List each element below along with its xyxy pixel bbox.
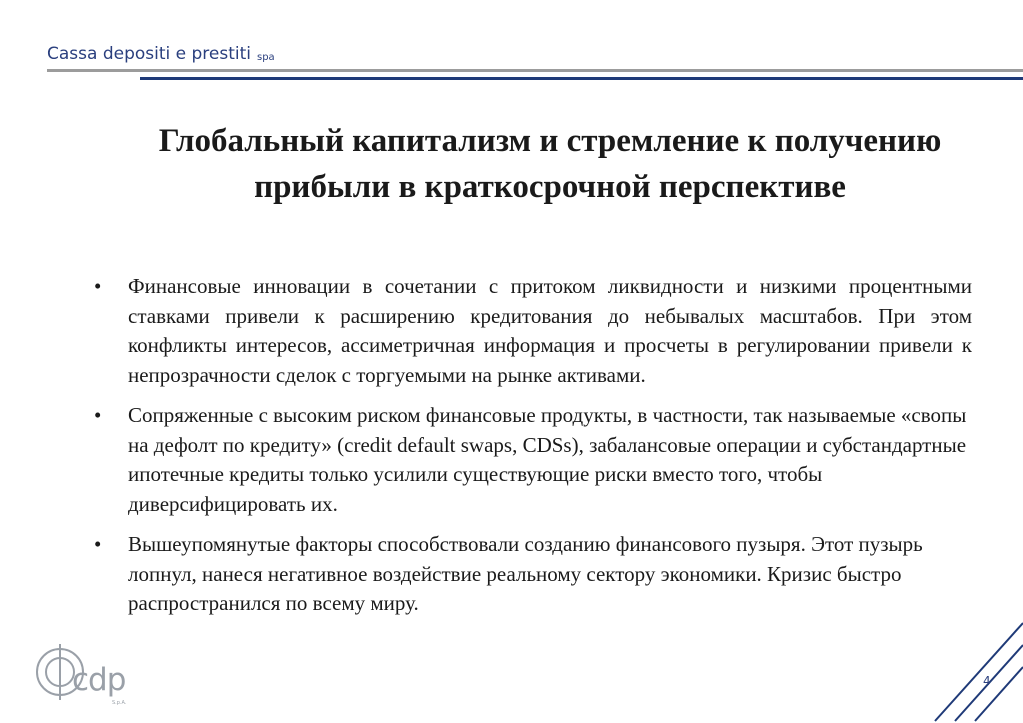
bullet-text: Сопряженные с высоким риском финансовые продукты, в частности, так называемые «свопы на дефолт по кредиту» (credit default swaps, CDSs), забалансовые операции и субстандартные ипотечные кредиты только усилили существующие риски вместо того, чтобы диверсифицировать их. xyxy=(128,403,967,516)
company-name xyxy=(47,44,275,64)
slide-title: Глобальный капитализм и стремление к получению прибыли в краткосрочной перспективе xyxy=(158,123,942,205)
bullet-item xyxy=(84,272,972,390)
bullet-dot-icon: • xyxy=(94,403,102,427)
logo-subtext: S.p.A. xyxy=(112,700,127,706)
bullet-text: Вышеупомянутые факторы способствовали созданию финансового пузыря. Этот пузырь лопнул, нанеся негативное воздействие реальному сектору экономики. Кризис быстро распространился по всему миру. xyxy=(128,532,923,615)
bullet-item xyxy=(84,530,972,619)
bullet-list xyxy=(84,272,972,630)
company-name-text: Cassa depositi e prestiti xyxy=(47,44,251,64)
header-rule-blue xyxy=(140,77,1023,80)
header-rule-gray xyxy=(47,69,1023,72)
logo-wordmark: cdp xyxy=(72,662,126,698)
company-suffix: spa xyxy=(257,52,275,63)
bullet-item xyxy=(84,401,972,519)
bullet-dot-icon: • xyxy=(94,274,102,298)
corner-decoration-icon xyxy=(913,583,1023,723)
bullet-dot-icon: • xyxy=(94,532,102,556)
bullet-text: Финансовые инновации в сочетании с притоком ликвидности и низкими процентными ставками привели к расширению кредитования до небывалых масштабов. При этом конфликты интересов, ассиметричная информация и просчеты в регулировании привели к непрозрачности сделок с торгуемыми на рынке активами. xyxy=(128,274,972,387)
page-number: 4 xyxy=(983,674,991,688)
